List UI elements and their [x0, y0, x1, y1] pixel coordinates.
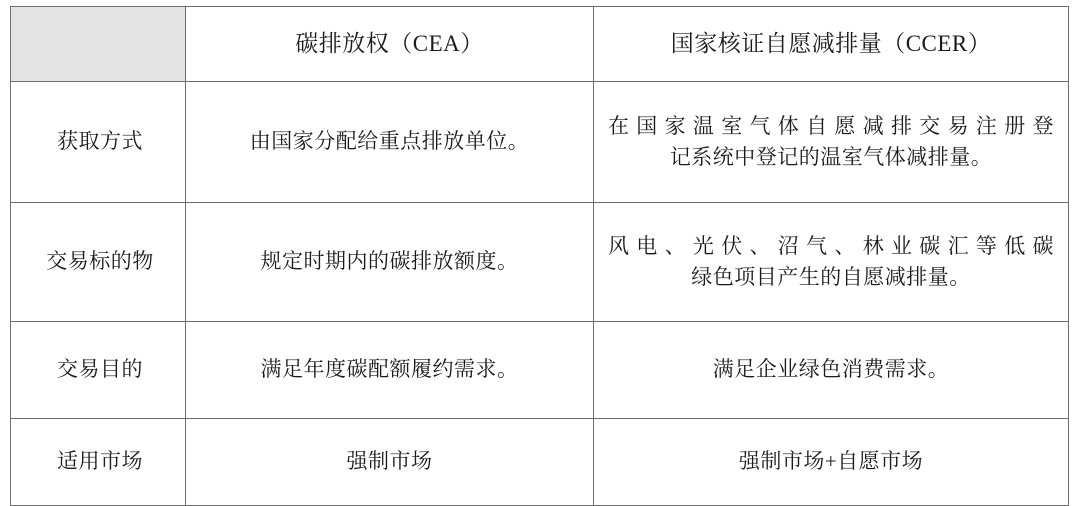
table-body	[11, 82, 1069, 506]
comparison-table	[10, 6, 1069, 506]
cell-cea-acquisition: 由国家分配给重点排放单位。	[186, 82, 594, 203]
table-row	[11, 419, 1069, 506]
cell-ccer-acquisition	[594, 82, 1069, 203]
cell-text-line: 记系统中登记的温室气体减排量。	[669, 145, 993, 169]
table-header-cell-ccer: 国家核证自愿减排量（CCER）	[594, 7, 1069, 82]
table-header-cell-empty	[11, 7, 186, 82]
cell-cea-trade-purpose: 满足年度碳配额履约需求。	[186, 322, 594, 419]
row-label-acquisition: 获取方式	[11, 82, 186, 203]
cell-text-line: 在国家温室气体自愿减排交易注册登	[608, 113, 1054, 138]
cell-text-line: 绿色项目产生的自愿减排量。	[691, 265, 971, 289]
table-row	[11, 322, 1069, 419]
row-label-applicable-market: 适用市场	[11, 419, 186, 506]
row-label-trade-object: 交易标的物	[11, 203, 186, 322]
table-header-cell-cea: 碳排放权（CEA）	[186, 7, 594, 82]
table-row	[11, 82, 1069, 203]
cell-cea-trade-object: 规定时期内的碳排放额度。	[186, 203, 594, 322]
cell-ccer-trade-purpose: 满足企业绿色消费需求。	[594, 322, 1069, 419]
table-header	[11, 7, 1069, 82]
row-label-trade-purpose: 交易目的	[11, 322, 186, 419]
table-header-row	[11, 7, 1069, 82]
cell-cea-applicable-market: 强制市场	[186, 419, 594, 506]
table-row	[11, 203, 1069, 322]
cell-ccer-applicable-market: 强制市场+自愿市场	[594, 419, 1069, 506]
cell-ccer-trade-object	[594, 203, 1069, 322]
cell-text-line: 风电、光伏、沼气、林业碳汇等低碳	[608, 233, 1054, 258]
